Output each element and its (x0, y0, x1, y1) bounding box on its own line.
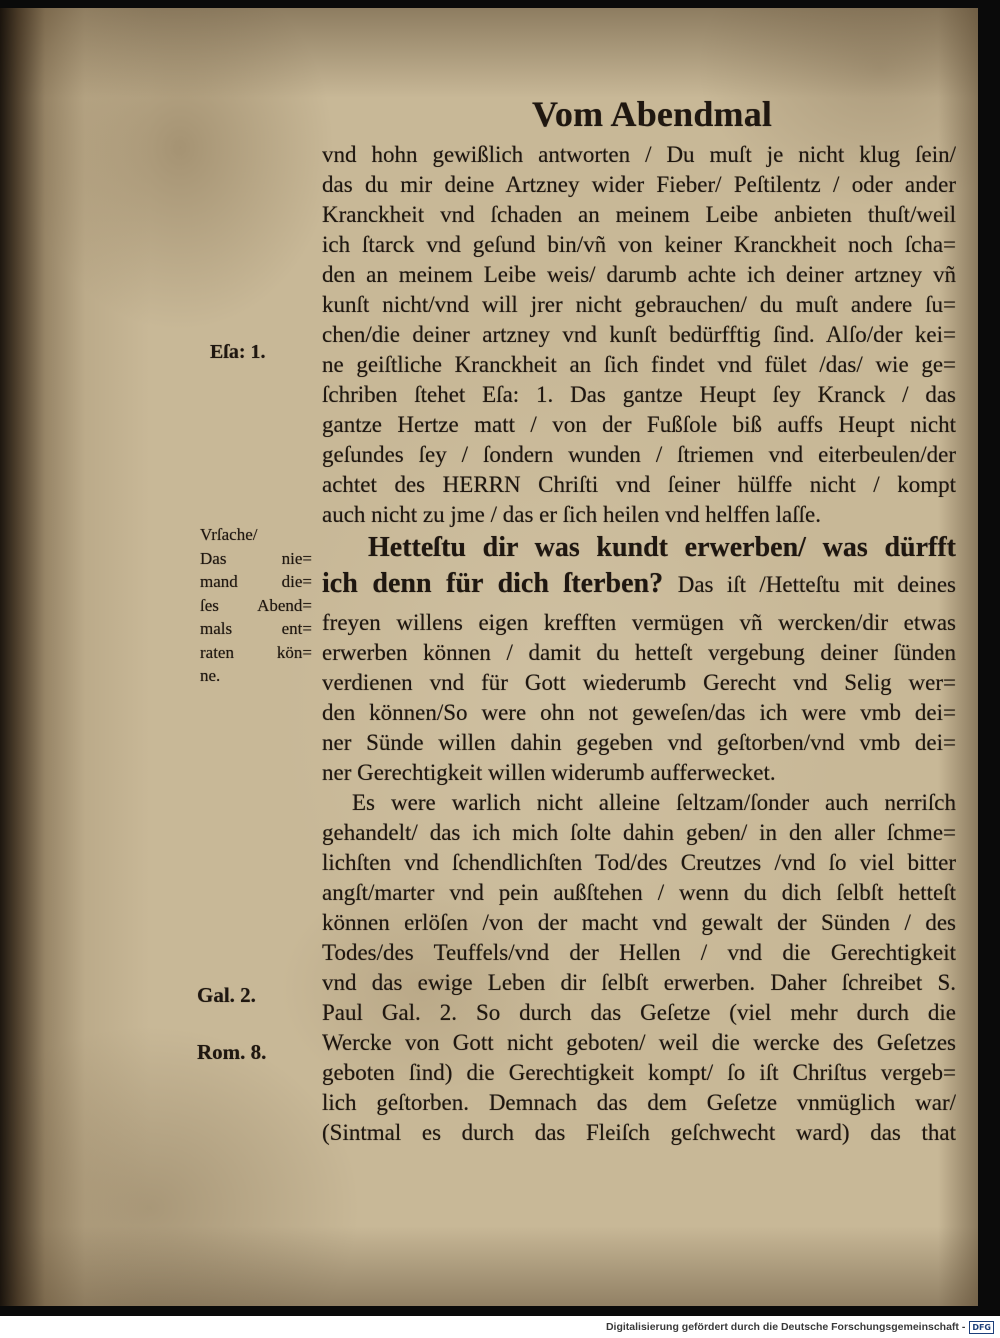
margin-note-vrsache (200, 523, 312, 688)
digitization-credit: Digitalisierung gefördert durch die Deutsche Forschungsgemeinschaft - (605, 1321, 966, 1333)
text-line: ner Sünde willen dahin gegeben vnd geſtorben/vnd vmb dei= (322, 730, 956, 755)
text-line: chen/die deiner artzney vnd kunſt bedürfftig ſind. Alſo/der kei= (322, 322, 956, 347)
text-line: angſt/marter vnd pein außſtehen / wenn du dich ſelbſt hetteſt (322, 880, 956, 905)
text-line: können erlöſen /von der macht vnd gewalt der Sünden / des (322, 910, 956, 935)
text-fragment: Das iſt /Hetteſtu mit deines (677, 572, 956, 597)
text-line: vnd hohn gewißlich antworten / Du muſt je nicht klug ſein/ (322, 142, 956, 167)
running-head: Vom Abendmal (532, 94, 773, 134)
text-line: Kranckheit vnd ſchaden an meinem Leibe anbieten thuſt/weil (322, 202, 956, 227)
text-line: das du mir deine Artzney wider Fieber/ Peſtilentz / oder ander (322, 172, 956, 197)
text-line: den an meinem Leibe weis/ darumb achte ich deiner artzney vñ (322, 262, 956, 287)
book-page (0, 8, 978, 1306)
text-line: ich ſtarck vnd geſund bin/vñ von keiner Kranckheit noch ſcha= (322, 232, 956, 257)
margin-line: ſes Abend= (200, 595, 312, 615)
text-line: geſundes ſey / ſondern wunden / ſtriemen vnd eiterbeulen/der (322, 442, 956, 467)
text-line: den können/So were ohn not geweſen/das ich were vmb dei= (322, 700, 956, 725)
text-line: verdienen vnd für Gott wiederumb Gerecht vnd Selig wer= (322, 670, 956, 695)
text-line: vnd das ewige Leben dir ſelbſt erwerben. Daher ſchreibet S. (322, 970, 956, 995)
heading-line: Hetteſtu dir was kundt erwerben/ was dürfft (368, 532, 956, 563)
margin-note-rom: Rom. 8. (197, 1040, 267, 1064)
margin-line: Das nie= (200, 548, 312, 568)
footer-credit-group (606, 1319, 994, 1335)
text-line: gantze Hertze matt / von der Fußſole biß auffs Heupt nicht (322, 412, 956, 437)
margin-line: mand die= (200, 572, 312, 591)
margin-line: mals ent= (200, 619, 312, 638)
margin-line: Vrſache/ (200, 525, 258, 544)
text-line: geboten ſind) die Gerechtigkeit kompt/ ſo iſt Chriſtus vergeb= (322, 1060, 956, 1085)
digitization-footer (0, 1316, 1000, 1338)
body-text (322, 140, 956, 1148)
text-line: lich geſtorben. Demnach das dem Geſetze vnmüglich war/ (322, 1090, 956, 1115)
text-line: Es were warlich nicht alleine ſeltzam/ſonder auch nerriſch (352, 790, 956, 815)
text-line: kunſt nicht/vnd will jrer nicht gebrauchen/ du muſt andere ſu= (322, 292, 956, 317)
text-line: Paul Gal. 2. So durch das Geſetze (viel mehr durch die (322, 1000, 956, 1025)
margin-line: raten kön= (200, 642, 312, 662)
text-line: achtet des HERRN Chriſti vnd ſeiner hülffe nicht / kompt (322, 472, 956, 497)
text-line: gehandelt/ das ich mich ſolte dahin geben/ in den aller ſchme= (322, 820, 956, 845)
margin-note-gal: Gal. 2. (197, 983, 256, 1007)
text-line: ſchriben ſtehet Eſa: 1. Das gantze Heupt ſey Kranck / das (322, 382, 956, 407)
text-line: erwerben können / damit du hetteſt vergebung deiner ſünden (322, 640, 956, 665)
text-line: freyen willens eigen krefften vermügen vñ wercken/dir etwas (322, 610, 956, 635)
margin-note-esa: Eſa: 1. (210, 341, 266, 363)
text-line: Todes/des Teuffels/vnd der Hellen / vnd die Gerechtigkeit (322, 940, 956, 965)
text-line: ne geiſtliche Kranckheit an ſich findet vnd fület /das/ wie ge= (322, 352, 956, 377)
text-line: auch nicht zu jme / das er ſich heilen vnd helffen laſſe. (322, 502, 822, 527)
heading-text: ich denn für dich ſterben? (322, 568, 664, 599)
heading-line (322, 566, 956, 602)
text-line: Wercke von Gott nicht geboten/ weil die wercke des Geſetzes (322, 1030, 956, 1055)
text-line: ner Gerechtigkeit willen widerumb aufferwecket. (322, 760, 776, 785)
dfg-logo: DFG (969, 1321, 994, 1334)
text-line: lichſten vnd ſchendlichſten Tod/des Creutzes /vnd ſo viel bitter (322, 850, 956, 875)
text-line: (Sintmal es durch das Fleiſch geſchwecht ward) das that (322, 1120, 956, 1145)
margin-line: ne. (200, 666, 221, 685)
